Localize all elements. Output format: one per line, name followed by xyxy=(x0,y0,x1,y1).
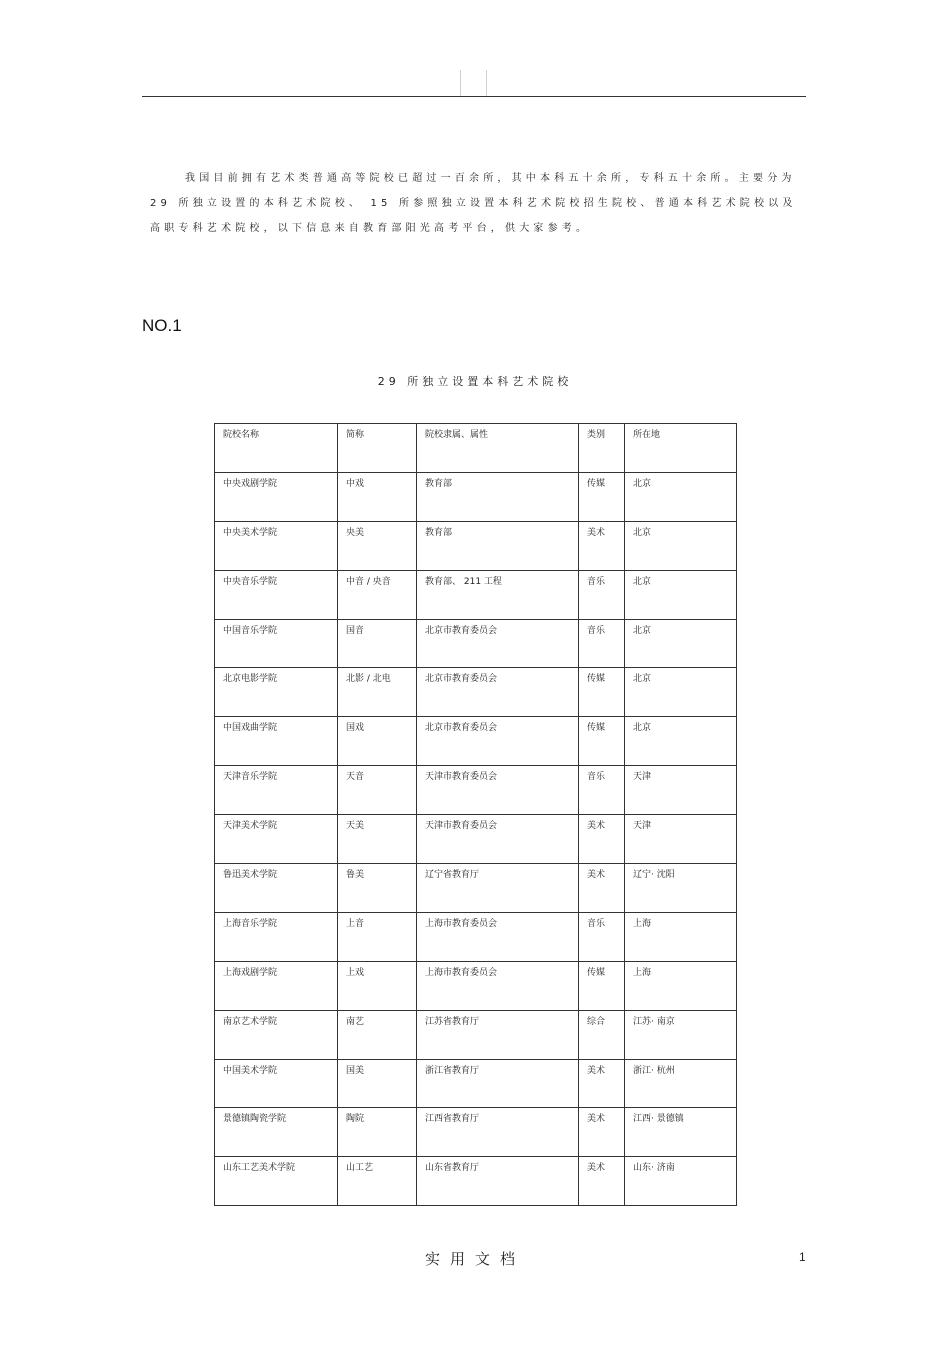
table-header-row xyxy=(215,424,737,473)
table-row xyxy=(215,668,737,717)
table-body xyxy=(215,472,737,1205)
cell-school-name: 天津美术学院 xyxy=(215,815,338,864)
cell-category: 传媒 xyxy=(579,961,625,1010)
cell-abbreviation: 上音 xyxy=(338,912,417,961)
header-location: 所在地 xyxy=(625,424,737,473)
cell-category: 美术 xyxy=(579,864,625,913)
cell-school-name: 中国音乐学院 xyxy=(215,619,338,668)
table-row xyxy=(215,1108,737,1157)
table-row xyxy=(215,570,737,619)
cell-abbreviation: 天音 xyxy=(338,766,417,815)
cell-category: 美术 xyxy=(579,1108,625,1157)
table-row xyxy=(215,619,737,668)
cell-category: 美术 xyxy=(579,1059,625,1108)
header-mark-right xyxy=(486,70,487,96)
cell-location: 北京 xyxy=(625,668,737,717)
cell-affiliation: 山东省教育厅 xyxy=(417,1157,579,1206)
table-row xyxy=(215,1010,737,1059)
cell-school-name: 南京艺术学院 xyxy=(215,1010,338,1059)
cell-affiliation: 辽宁省教育厅 xyxy=(417,864,579,913)
table-row xyxy=(215,766,737,815)
cell-category: 音乐 xyxy=(579,912,625,961)
header-category: 类别 xyxy=(579,424,625,473)
cell-category: 美术 xyxy=(579,521,625,570)
cell-affiliation: 天津市教育委员会 xyxy=(417,766,579,815)
cell-location: 上海 xyxy=(625,961,737,1010)
header-rule xyxy=(142,96,806,97)
table-row xyxy=(215,961,737,1010)
page-number: 1 xyxy=(799,1250,806,1264)
cell-affiliation: 上海市教育委员会 xyxy=(417,912,579,961)
cell-location: 北京 xyxy=(625,619,737,668)
cell-location: 江西· 景德镇 xyxy=(625,1108,737,1157)
cell-affiliation: 江苏省教育厅 xyxy=(417,1010,579,1059)
schools-table xyxy=(214,423,737,1206)
cell-abbreviation: 北影 / 北电 xyxy=(338,668,417,717)
header-school-name: 院校名称 xyxy=(215,424,338,473)
cell-abbreviation: 国音 xyxy=(338,619,417,668)
cell-affiliation: 教育部 xyxy=(417,521,579,570)
cell-location: 天津 xyxy=(625,815,737,864)
cell-school-name: 中央音乐学院 xyxy=(215,570,338,619)
table-row xyxy=(215,815,737,864)
table-row xyxy=(215,864,737,913)
cell-category: 音乐 xyxy=(579,766,625,815)
cell-location: 浙江· 杭州 xyxy=(625,1059,737,1108)
cell-school-name: 上海音乐学院 xyxy=(215,912,338,961)
cell-school-name: 中央美术学院 xyxy=(215,521,338,570)
cell-abbreviation: 中音 / 央音 xyxy=(338,570,417,619)
cell-school-name: 上海戏剧学院 xyxy=(215,961,338,1010)
cell-location: 北京 xyxy=(625,521,737,570)
cell-location: 天津 xyxy=(625,766,737,815)
cell-school-name: 鲁迅美术学院 xyxy=(215,864,338,913)
cell-school-name: 天津音乐学院 xyxy=(215,766,338,815)
cell-school-name: 中央戏剧学院 xyxy=(215,472,338,521)
cell-category: 传媒 xyxy=(579,717,625,766)
cell-abbreviation: 南艺 xyxy=(338,1010,417,1059)
table-row xyxy=(215,1157,737,1206)
table-row xyxy=(215,717,737,766)
header-affiliation: 院校隶属、属性 xyxy=(417,424,579,473)
cell-school-name: 山东工艺美术学院 xyxy=(215,1157,338,1206)
cell-category: 传媒 xyxy=(579,472,625,521)
cell-school-name: 中国美术学院 xyxy=(215,1059,338,1108)
cell-abbreviation: 国戏 xyxy=(338,717,417,766)
cell-category: 美术 xyxy=(579,815,625,864)
cell-affiliation: 江西省教育厅 xyxy=(417,1108,579,1157)
table-row xyxy=(215,912,737,961)
cell-affiliation: 上海市教育委员会 xyxy=(417,961,579,1010)
cell-category: 音乐 xyxy=(579,619,625,668)
cell-abbreviation: 鲁美 xyxy=(338,864,417,913)
cell-category: 美术 xyxy=(579,1157,625,1206)
cell-category: 综合 xyxy=(579,1010,625,1059)
table-title: 29 所独立设置本科艺术院校 xyxy=(377,375,573,388)
intro-paragraph xyxy=(150,166,800,241)
cell-school-name: 中国戏曲学院 xyxy=(215,717,338,766)
cell-affiliation: 北京市教育委员会 xyxy=(417,619,579,668)
cell-location: 北京 xyxy=(625,472,737,521)
cell-category: 音乐 xyxy=(579,570,625,619)
table-row xyxy=(215,472,737,521)
cell-abbreviation: 天美 xyxy=(338,815,417,864)
cell-abbreviation: 中戏 xyxy=(338,472,417,521)
cell-location: 江苏· 南京 xyxy=(625,1010,737,1059)
cell-category: 传媒 xyxy=(579,668,625,717)
cell-affiliation: 教育部 xyxy=(417,472,579,521)
cell-affiliation: 教育部、 211 工程 xyxy=(417,570,579,619)
header-mark-left xyxy=(460,70,461,96)
cell-school-name: 景德镇陶瓷学院 xyxy=(215,1108,338,1157)
cell-location: 北京 xyxy=(625,570,737,619)
section-label: NO.1 xyxy=(142,316,182,335)
cell-abbreviation: 山工艺 xyxy=(338,1157,417,1206)
cell-location: 辽宁· 沈阳 xyxy=(625,864,737,913)
cell-abbreviation: 陶院 xyxy=(338,1108,417,1157)
cell-location: 山东· 济南 xyxy=(625,1157,737,1206)
cell-affiliation: 北京市教育委员会 xyxy=(417,668,579,717)
cell-school-name: 北京电影学院 xyxy=(215,668,338,717)
cell-location: 上海 xyxy=(625,912,737,961)
cell-affiliation: 天津市教育委员会 xyxy=(417,815,579,864)
intro-text: 我国目前拥有艺术类普通高等院校已超过一百余所，其中本科五十余所，专科五十余所。主要分为29 所独立设置的本科艺术院校、 15 所参照独立设置本科艺术院校招生院校、普通本科艺术院校以及高职专科艺术院校，以下信息来自教育部阳光高考平台，供大家参考。 xyxy=(150,173,797,234)
cell-affiliation: 浙江省教育厅 xyxy=(417,1059,579,1108)
cell-abbreviation: 上戏 xyxy=(338,961,417,1010)
cell-location: 北京 xyxy=(625,717,737,766)
footer-text: 实用文档 xyxy=(424,1250,525,1268)
cell-affiliation: 北京市教育委员会 xyxy=(417,717,579,766)
table-row xyxy=(215,1059,737,1108)
cell-abbreviation: 国美 xyxy=(338,1059,417,1108)
header-abbreviation: 简称 xyxy=(338,424,417,473)
cell-abbreviation: 央美 xyxy=(338,521,417,570)
table-row xyxy=(215,521,737,570)
